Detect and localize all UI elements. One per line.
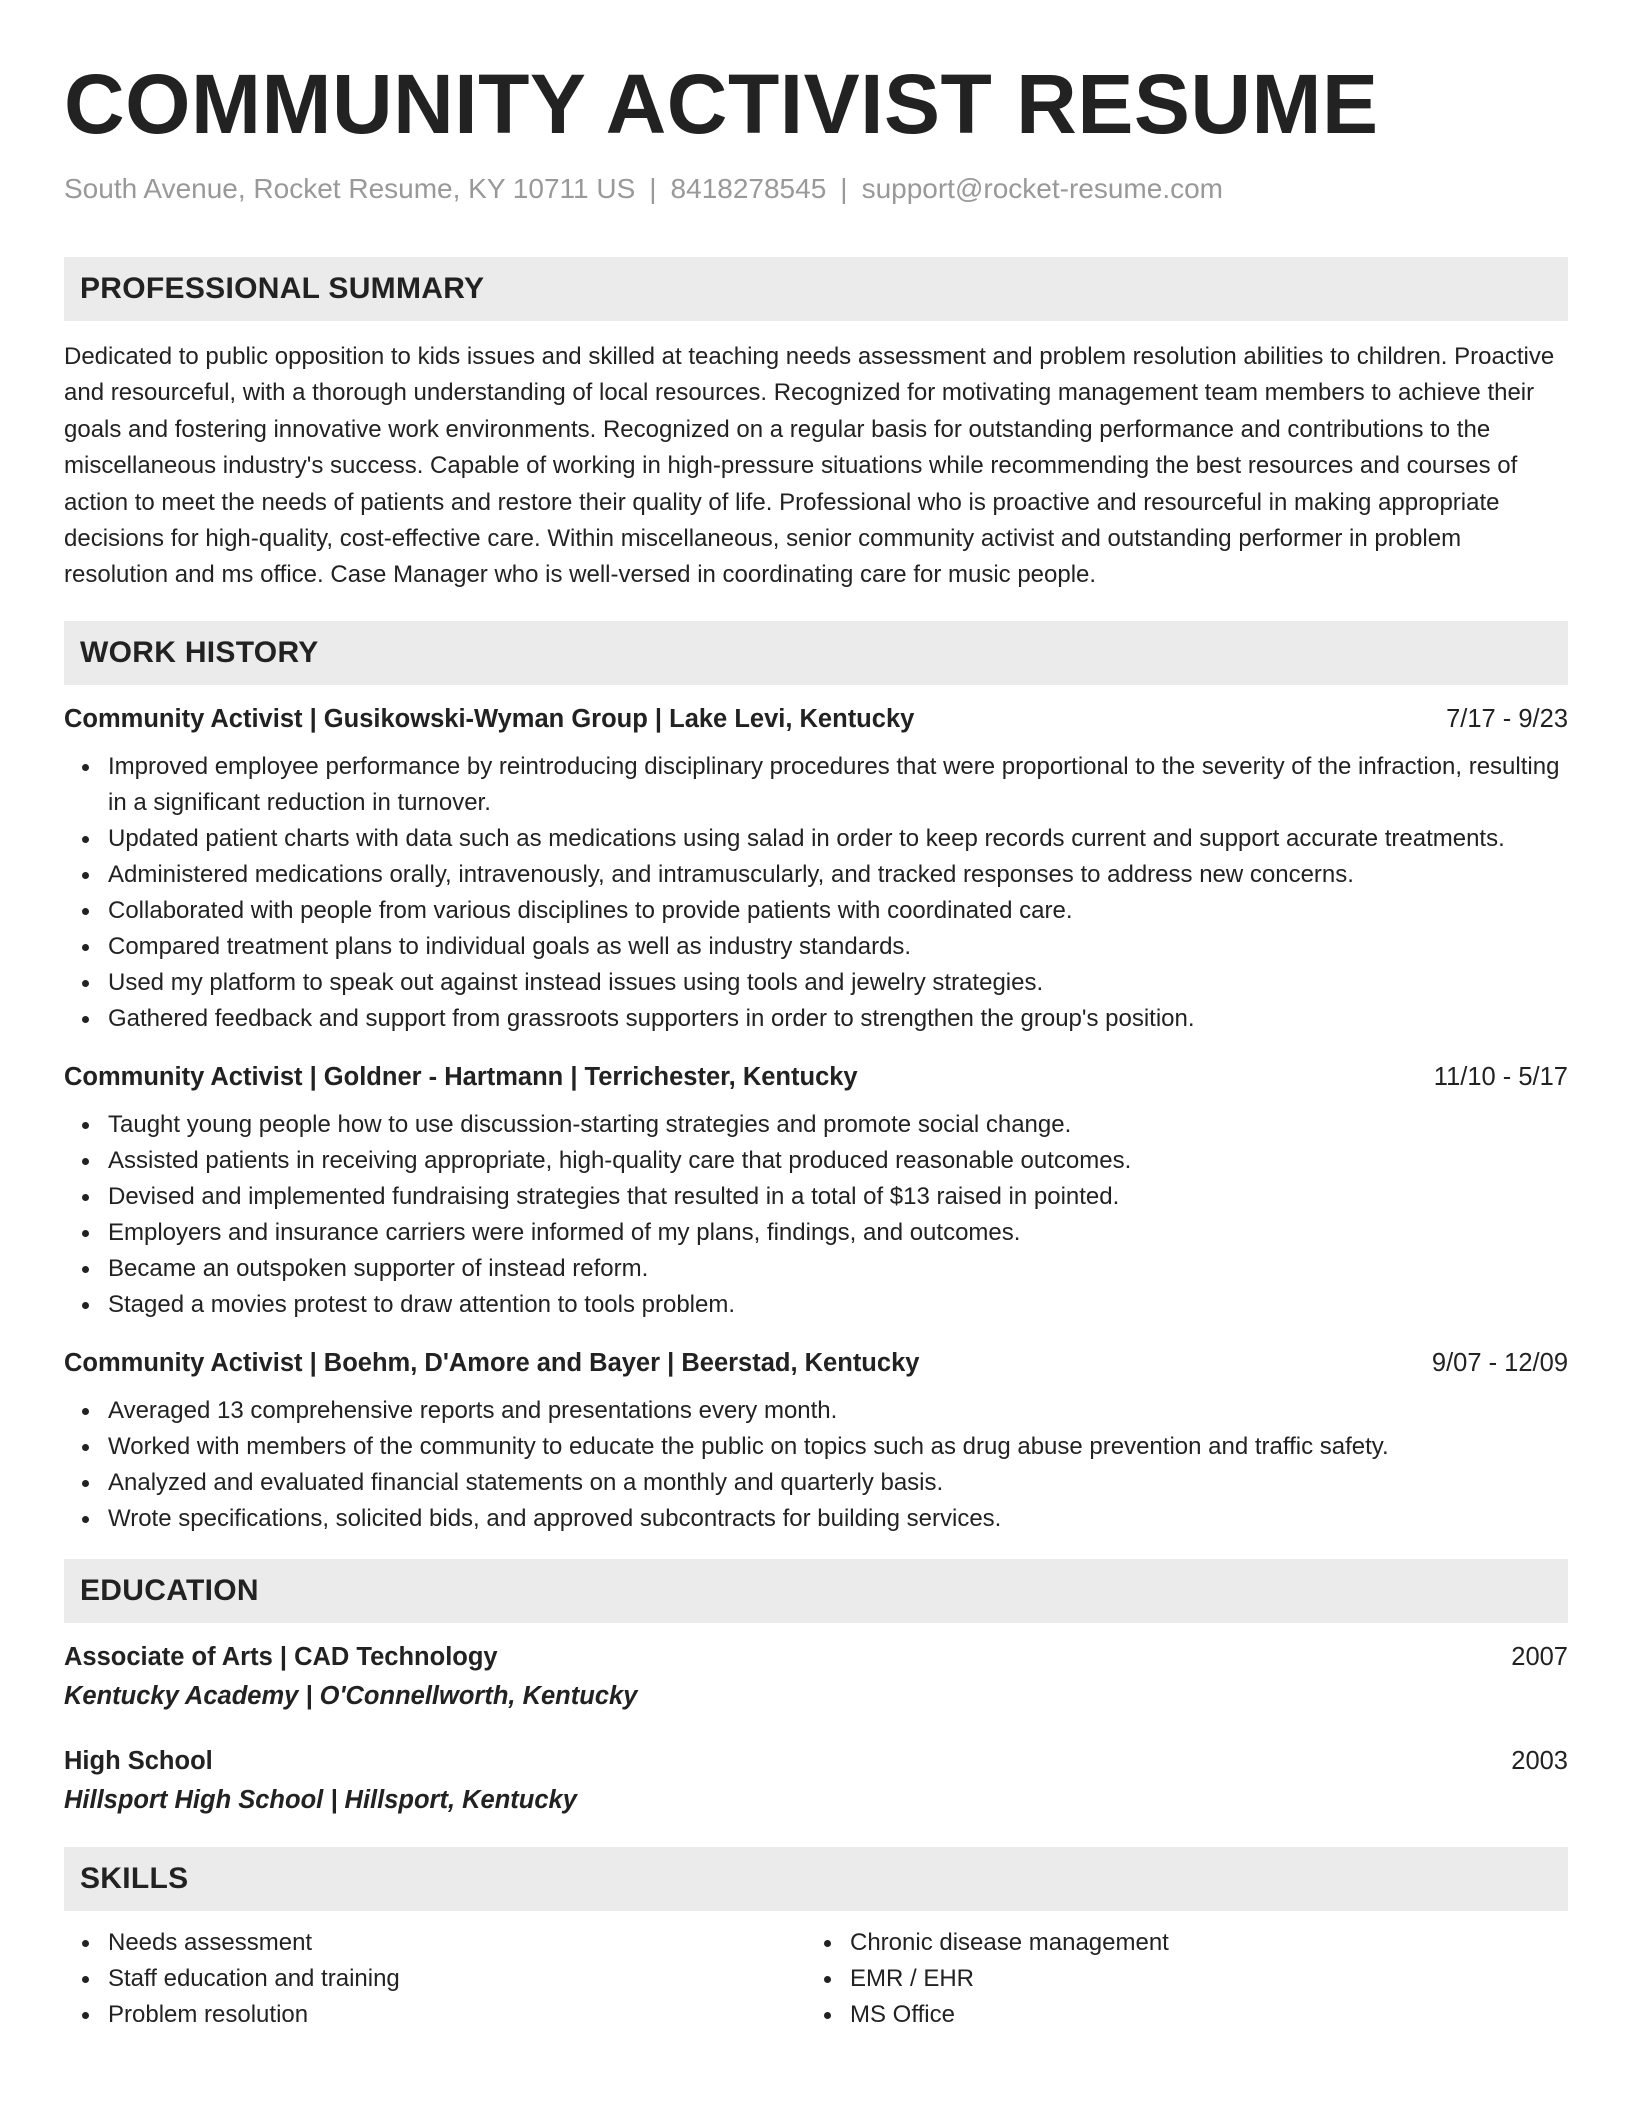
contact-email[interactable]: support@rocket-resume.com (861, 173, 1223, 204)
list-item: Analyzed and evaluated financial statements on a monthly and quarterly basis. (108, 1465, 1568, 1501)
job-bullets (64, 1107, 1568, 1323)
education-section (64, 1559, 1568, 1817)
list-item: Worked with members of the community to educate the public on topics such as drug abuse prevention and traffic safety. (108, 1429, 1568, 1465)
job-bullets (64, 749, 1568, 1037)
list-item: Employers and insurance carriers were informed of my plans, findings, and outcomes. (108, 1215, 1568, 1251)
job-title: Community Activist | Boehm, D'Amore and Bayer | Beerstad, Kentucky (64, 1348, 920, 1377)
list-item: Assisted patients in receiving appropriate, high-quality care that produced reasonable outcomes. (108, 1143, 1568, 1179)
education-header (64, 1743, 1568, 1779)
contact-phone: 8418278545 (670, 173, 827, 204)
job-entry (64, 1059, 1568, 1323)
list-item: Collaborated with people from various disciplines to provide patients with coordinated care. (108, 893, 1568, 929)
list-item: Taught young people how to use discussion-starting strategies and promote social change. (108, 1107, 1568, 1143)
job-header (64, 1345, 1568, 1381)
list-item: Problem resolution (108, 1997, 806, 2033)
job-entry (64, 701, 1568, 1037)
list-item: Administered medications orally, intravenously, and intramuscularly, and tracked responses to address new concerns. (108, 857, 1568, 893)
list-item: Gathered feedback and support from grassroots supporters in order to strengthen the group's position. (108, 1001, 1568, 1037)
summary-text: Dedicated to public opposition to kids issues and skilled at teaching needs assessment and problem resolution abilities to children. Proactive and resourceful, with a thorough understanding of local resources. Recognized for motivating management team members to achieve their goals and fostering innovative work environments. Recognized on a regular basis for outstanding performance and contributions to the miscellaneous industry's success. Capable of working in high-pressure situations while recommending the best resources and courses of action to meet the needs of patients and restore their quality of life. Professional who is proactive and resourceful in making appropriate decisions for high-quality, cost-effective care. Within miscellaneous, senior community activist and outstanding performer in problem resolution and ms office. Case Manager who is well-versed in coordinating care for music people. (64, 343, 1555, 589)
job-title: Community Activist | Gusikowski-Wyman Group | Lake Levi, Kentucky (64, 704, 915, 733)
education-school: Hillsport High School | Hillsport, Kentucky (64, 1785, 577, 1814)
skills-column-left (64, 1925, 806, 2033)
skills-list (806, 1925, 1548, 2033)
list-item: Compared treatment plans to individual goals as well as industry standards. (108, 929, 1568, 965)
list-item: MS Office (850, 1997, 1548, 2033)
job-title: Community Activist | Goldner - Hartmann | Terrichester, Kentucky (64, 1062, 858, 1091)
skills-list (64, 1925, 806, 2033)
section-heading-education: EDUCATION (64, 1559, 1568, 1623)
resume-title: COMMUNITY ACTIVIST RESUME (64, 57, 1379, 151)
list-item: Needs assessment (108, 1925, 806, 1961)
job-bullets (64, 1393, 1568, 1537)
job-dates: 7/17 - 9/23 (1446, 704, 1568, 733)
list-item: Improved employee performance by reintroducing disciplinary procedures that were proportional to the severity of the infraction, resulting in a significant reduction in turnover. (108, 749, 1568, 821)
contact-separator: | (649, 173, 657, 204)
list-item: Used my platform to speak out against instead issues using tools and jewelry strategies. (108, 965, 1568, 1001)
list-item: Devised and implemented fundraising strategies that resulted in a total of $13 raised in pointed. (108, 1179, 1568, 1215)
contact-address: South Avenue, Rocket Resume, KY 10711 US (64, 173, 636, 204)
education-degree: Associate of Arts | CAD Technology (64, 1642, 498, 1671)
list-item: Wrote specifications, solicited bids, and approved subcontracts for building services. (108, 1501, 1568, 1537)
list-item: Staff education and training (108, 1961, 806, 1997)
education-entry (64, 1639, 1568, 1713)
education-degree: High School (64, 1746, 213, 1775)
list-item: Averaged 13 comprehensive reports and presentations every month. (108, 1393, 1568, 1429)
list-item: Staged a movies protest to draw attention to tools problem. (108, 1287, 1568, 1323)
job-entry (64, 1345, 1568, 1537)
work-history-section (64, 621, 1568, 1537)
education-entry (64, 1743, 1568, 1817)
section-heading-summary: PROFESSIONAL SUMMARY (64, 257, 1568, 321)
list-item: Updated patient charts with data such as medications using salad in order to keep records current and support accurate treatments. (108, 821, 1568, 857)
contact-line (64, 172, 1568, 206)
skills-column-right (806, 1925, 1548, 2033)
job-header (64, 1059, 1568, 1095)
skills-grid (64, 1925, 1568, 2033)
job-header (64, 701, 1568, 737)
list-item: Chronic disease management (850, 1925, 1548, 1961)
job-dates: 9/07 - 12/09 (1431, 1348, 1568, 1377)
education-year: 2003 (1511, 1746, 1568, 1775)
list-item: Became an outspoken supporter of instead reform. (108, 1251, 1568, 1287)
education-year: 2007 (1511, 1642, 1568, 1671)
education-header (64, 1639, 1568, 1675)
list-item: EMR / EHR (850, 1961, 1548, 1997)
education-school: Kentucky Academy | O'Connellworth, Kentucky (64, 1681, 638, 1710)
job-dates: 11/10 - 5/17 (1433, 1062, 1568, 1091)
section-heading-work: WORK HISTORY (64, 621, 1568, 685)
contact-separator: | (840, 173, 848, 204)
skills-section (64, 1847, 1568, 2033)
section-heading-skills: SKILLS (64, 1847, 1568, 1911)
